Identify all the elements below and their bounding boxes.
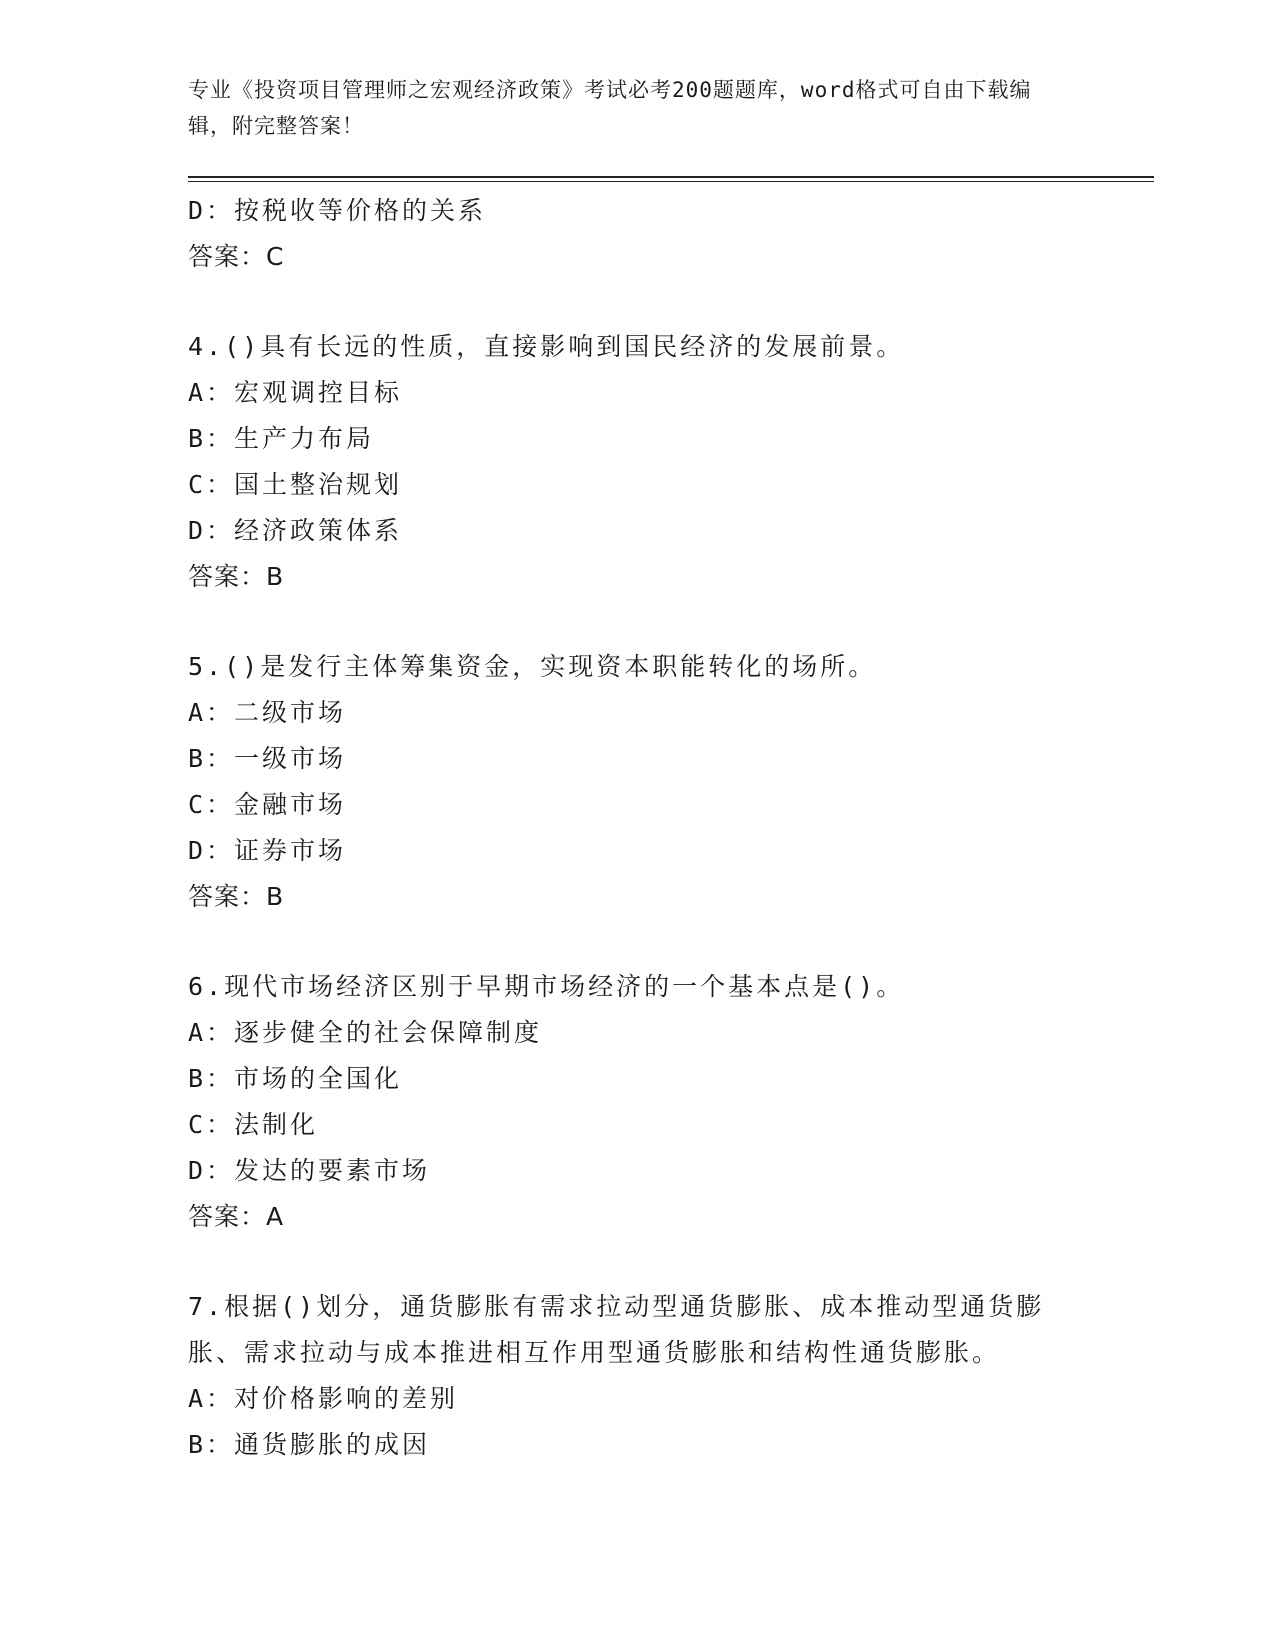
question-stem: 5.()是发行主体筹集资金，实现资本职能转化的场所。: [188, 652, 877, 681]
answer: 答案：C: [188, 242, 285, 271]
option-b: B：通货膨胀的成因: [188, 1430, 431, 1459]
document-header: 专业《投资项目管理师之宏观经济政策》考试必考200题题库，word格式可自由下载编辑，附完整答案！: [188, 78, 1032, 138]
option-b: B：一级市场: [188, 744, 347, 773]
option-c: C：国土整治规划: [188, 470, 403, 499]
question-content: [188, 188, 1088, 1468]
question-stem: 4.()具有长远的性质，直接影响到国民经济的发展前景。: [188, 332, 905, 361]
option-a: A：逐步健全的社会保障制度: [188, 1018, 543, 1047]
option-d: D：发达的要素市场: [188, 1156, 431, 1185]
answer: 答案：B: [188, 562, 285, 591]
option-d: D：证券市场: [188, 836, 347, 865]
option-a: A：二级市场: [188, 698, 347, 727]
option-d: D：经济政策体系: [188, 516, 403, 545]
option-c: C：金融市场: [188, 790, 347, 819]
question-stem-line-2: 胀、需求拉动与成本推进相互作用型通货膨胀和结构性通货膨胀。: [188, 1338, 1001, 1367]
answer: 答案：B: [188, 882, 285, 911]
option-b: B：生产力布局: [188, 424, 375, 453]
option-d: D：按税收等价格的关系: [188, 196, 487, 225]
header-rule-thin: [188, 181, 1154, 182]
option-b: B：市场的全国化: [188, 1064, 403, 1093]
header-rule-thick: [188, 176, 1154, 178]
question-stem: 6.现代市场经济区别于早期市场经济的一个基本点是()。: [188, 972, 905, 1001]
option-a: A：宏观调控目标: [188, 378, 403, 407]
option-c: C：法制化: [188, 1110, 319, 1139]
question-stem-line-1: 7.根据()划分，通货膨胀有需求拉动型通货膨胀、成本推动型通货膨: [188, 1292, 1045, 1321]
answer: 答案：A: [188, 1202, 285, 1231]
option-a: A：对价格影响的差别: [188, 1384, 459, 1413]
